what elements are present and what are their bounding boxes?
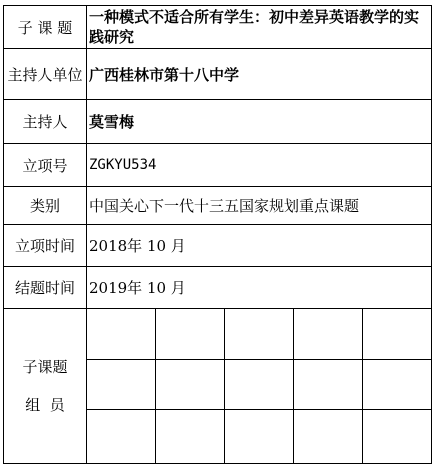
category-label: 类别	[4, 187, 87, 225]
host-label: 主持人	[4, 100, 87, 144]
row-approval-date	[4, 225, 432, 267]
member-cell	[363, 309, 432, 360]
project-number-label: 立项号	[4, 144, 87, 187]
host-unit-value: 广西桂林市第十八中学	[87, 49, 432, 100]
members-label	[4, 309, 87, 464]
project-info-form	[3, 5, 432, 464]
member-cell	[294, 309, 363, 360]
completion-date-value: 2019年 10 月	[87, 267, 432, 309]
member-cell	[294, 410, 363, 464]
row-project-number	[4, 144, 432, 187]
member-cell	[156, 309, 225, 360]
member-cell	[225, 309, 294, 360]
member-cell	[87, 360, 156, 410]
member-cell	[87, 410, 156, 464]
host-unit-label: 主持人单位	[4, 49, 87, 100]
members-label-line1: 子课题	[22, 358, 68, 376]
approval-date-label: 立项时间	[4, 225, 87, 267]
member-cell	[363, 410, 432, 464]
member-cell	[156, 360, 225, 410]
subtopic-value: 一种模式不适合所有学生：初中差异英语教学的实践研究	[87, 6, 432, 49]
member-cell	[87, 309, 156, 360]
row-completion-date	[4, 267, 432, 309]
row-host	[4, 100, 432, 144]
row-host-unit	[4, 49, 432, 100]
members-row-1	[4, 309, 432, 360]
row-category	[4, 187, 432, 225]
member-cell	[225, 410, 294, 464]
project-number-value: ZGKYU534	[87, 144, 432, 187]
member-cell	[156, 410, 225, 464]
approval-date-value: 2018年 10 月	[87, 225, 432, 267]
category-value: 中国关心下一代十三五国家规划重点课题	[87, 187, 432, 225]
completion-date-label: 结题时间	[4, 267, 87, 309]
member-cell	[294, 360, 363, 410]
row-subtopic	[4, 6, 432, 49]
members-label-line2: 组 员	[25, 396, 65, 414]
subtopic-label: 子 课 题	[4, 6, 87, 49]
member-cell	[363, 360, 432, 410]
host-value: 莫雪梅	[87, 100, 432, 144]
member-cell	[225, 360, 294, 410]
